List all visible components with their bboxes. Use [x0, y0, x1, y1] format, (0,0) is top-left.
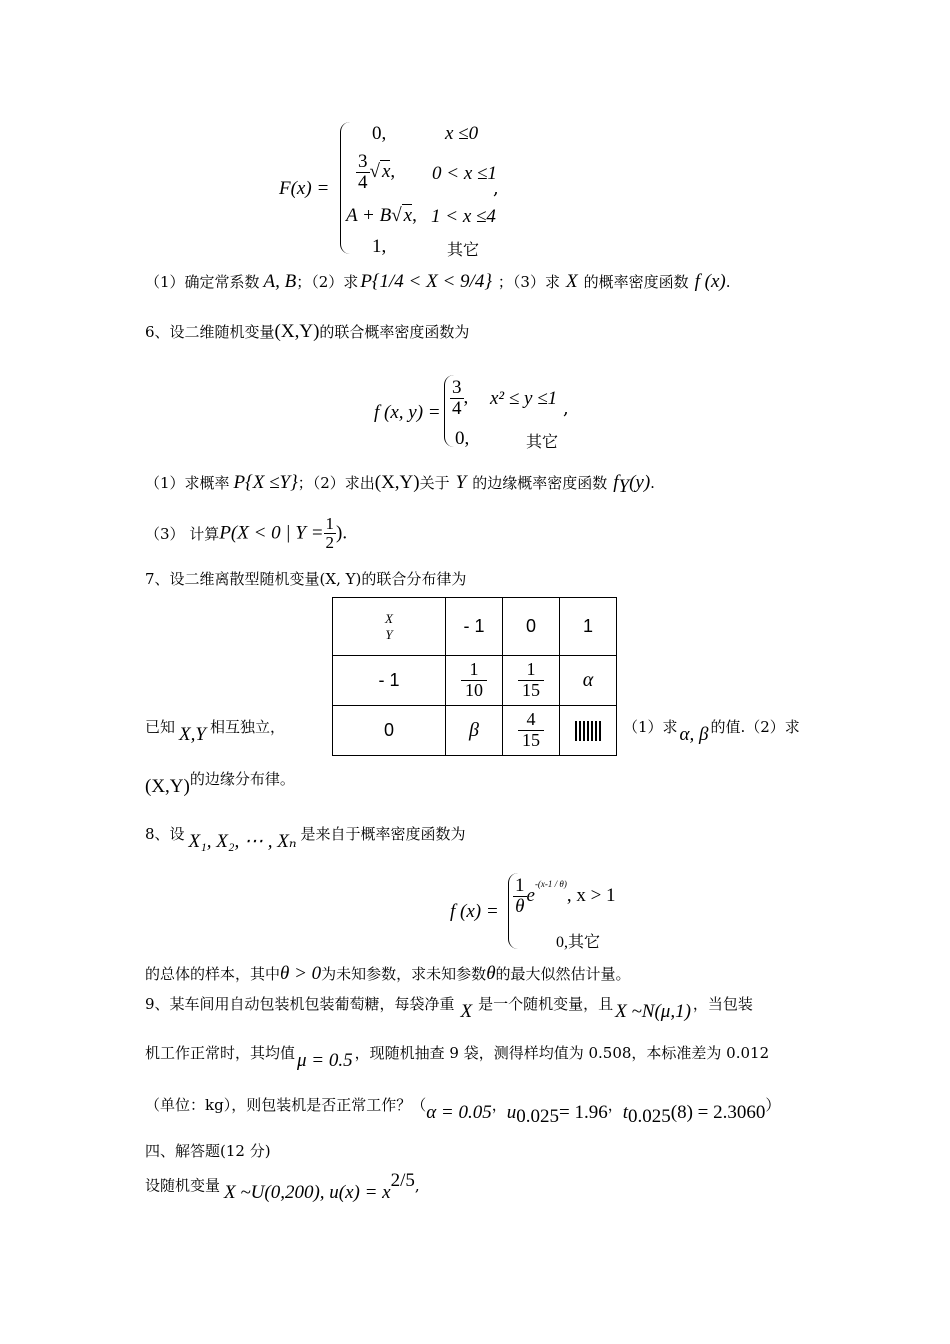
cdf-r3-cond: 1 < x ≤4 [431, 206, 496, 227]
q6-pdf-r2-val: 0, [455, 428, 470, 449]
joint-distribution-table [332, 597, 617, 756]
q6-pdf-comma: , [563, 398, 569, 419]
q6-pdf-r1-cond: x² ≤ y ≤1 [490, 388, 558, 409]
q7-intro: 7、设二维离散型随机变量(X, Y)的联合分布律为 [145, 570, 467, 588]
q6-pdf-r2-cond: 其它 [526, 432, 559, 451]
q9-line1: 9、某车间用自动包装机包装葡萄糖，每袋净重 X 是一个随机变量，且 X ~N(μ,1) ，当包装 [145, 995, 753, 1022]
q7-left-text: 已知 X,Y 相互独立， [145, 718, 285, 745]
q9-line3: （单位：kg），则包装机是否正常工作？（α = 0.05，$u_{0.025}= 1.96$，$t_{0.025}(8) = 2.3060$） [145, 1096, 781, 1128]
col-header: 1 [560, 598, 617, 656]
q5-line: （1）确定常系数 A, B；（2）求 P{1/4 < X < 9/4} ；（3）求 X 的概率密度函数 f (x). [145, 271, 731, 292]
table-cell [560, 706, 617, 756]
table-cell: $\frac{1}{10}$ [446, 656, 503, 706]
cdf-comma: , [493, 178, 499, 199]
q8-pdf-lhs: f (x) = [450, 901, 499, 922]
cdf-r2-cond: 0 < x ≤1 [432, 163, 497, 184]
table-header-row [333, 598, 617, 656]
cdf-r1-cond: x ≤0 [445, 123, 479, 144]
row-header: 0 [333, 706, 446, 756]
col-header: 0 [503, 598, 560, 656]
table-cell: β [446, 706, 503, 756]
q8-tail: 的总体的样本，其中θ > 0为未知参数，求未知参数θ的最大似然估计量。 [145, 963, 631, 984]
table-cell: $\frac{4}{15}$ [503, 706, 560, 756]
garbled-glyph-icon [575, 721, 601, 741]
cdf-r2-val: $\frac{3}{4}$ √ x, [358, 151, 396, 193]
col-header: - 1 [446, 598, 503, 656]
cdf-r4-cond: 其它 [447, 240, 480, 259]
q8-intro: 8、设 X₁, X₂, ⋯ , Xₙ 是来自于概率密度函数为 [145, 825, 466, 852]
cdf-r1-val: 0, [372, 123, 387, 144]
q7-right-text: （1）求 α, β 的值.（2）求 [623, 718, 800, 745]
row-header: - 1 [333, 656, 446, 706]
q6-line1: （1）求概率 P{X ≤Y}；（2）求出(X,Y)关于 Y 的边缘概率密度函数 $f_Y(y)$. [145, 472, 655, 498]
section-4-title: 四、解答题(12 分) [145, 1142, 271, 1160]
cdf-r4-val: 1, [372, 236, 387, 257]
table-corner: X Y [333, 598, 446, 656]
table-row [333, 656, 617, 706]
table-row [333, 706, 617, 756]
section-4-line: 设随机变量 X ~U(0,200), $u(x) = x^{2/5}$, [145, 1170, 420, 1204]
q8-pdf-r1: $\frac{1}{\theta}$ $e^{-(x-1 / \theta)}$, x > 1 [515, 875, 616, 917]
q6-line2: （3） 计算P(X < 0 | Y = $\frac{1}{2}$ ). [145, 514, 348, 552]
cdf-lhs: F(x) = [279, 178, 330, 199]
table-cell: α [560, 656, 617, 706]
cdf-r3-val: A + B√ x, [346, 205, 417, 226]
cdf-brace [340, 122, 351, 254]
q9-line2: 机工作正常时，其均值 μ = 0.5 ，现随机抽查 9 袋，测得样均值为 0.508，本标准差为 0.012 [145, 1044, 770, 1071]
q6-intro: 6、设二维随机变量(X,Y)的联合概率密度函数为 [145, 321, 470, 342]
table-cell: $\frac{1}{15}$ [503, 656, 560, 706]
q7-line2: (X,Y)的边缘分布律。 [145, 770, 295, 797]
q6-pdf-r1-val: $\frac{3}{4}$ , [452, 377, 469, 419]
q6-pdf-lhs: f (x, y) = [374, 402, 441, 423]
q8-pdf-r2: 0,其它 [556, 934, 601, 951]
